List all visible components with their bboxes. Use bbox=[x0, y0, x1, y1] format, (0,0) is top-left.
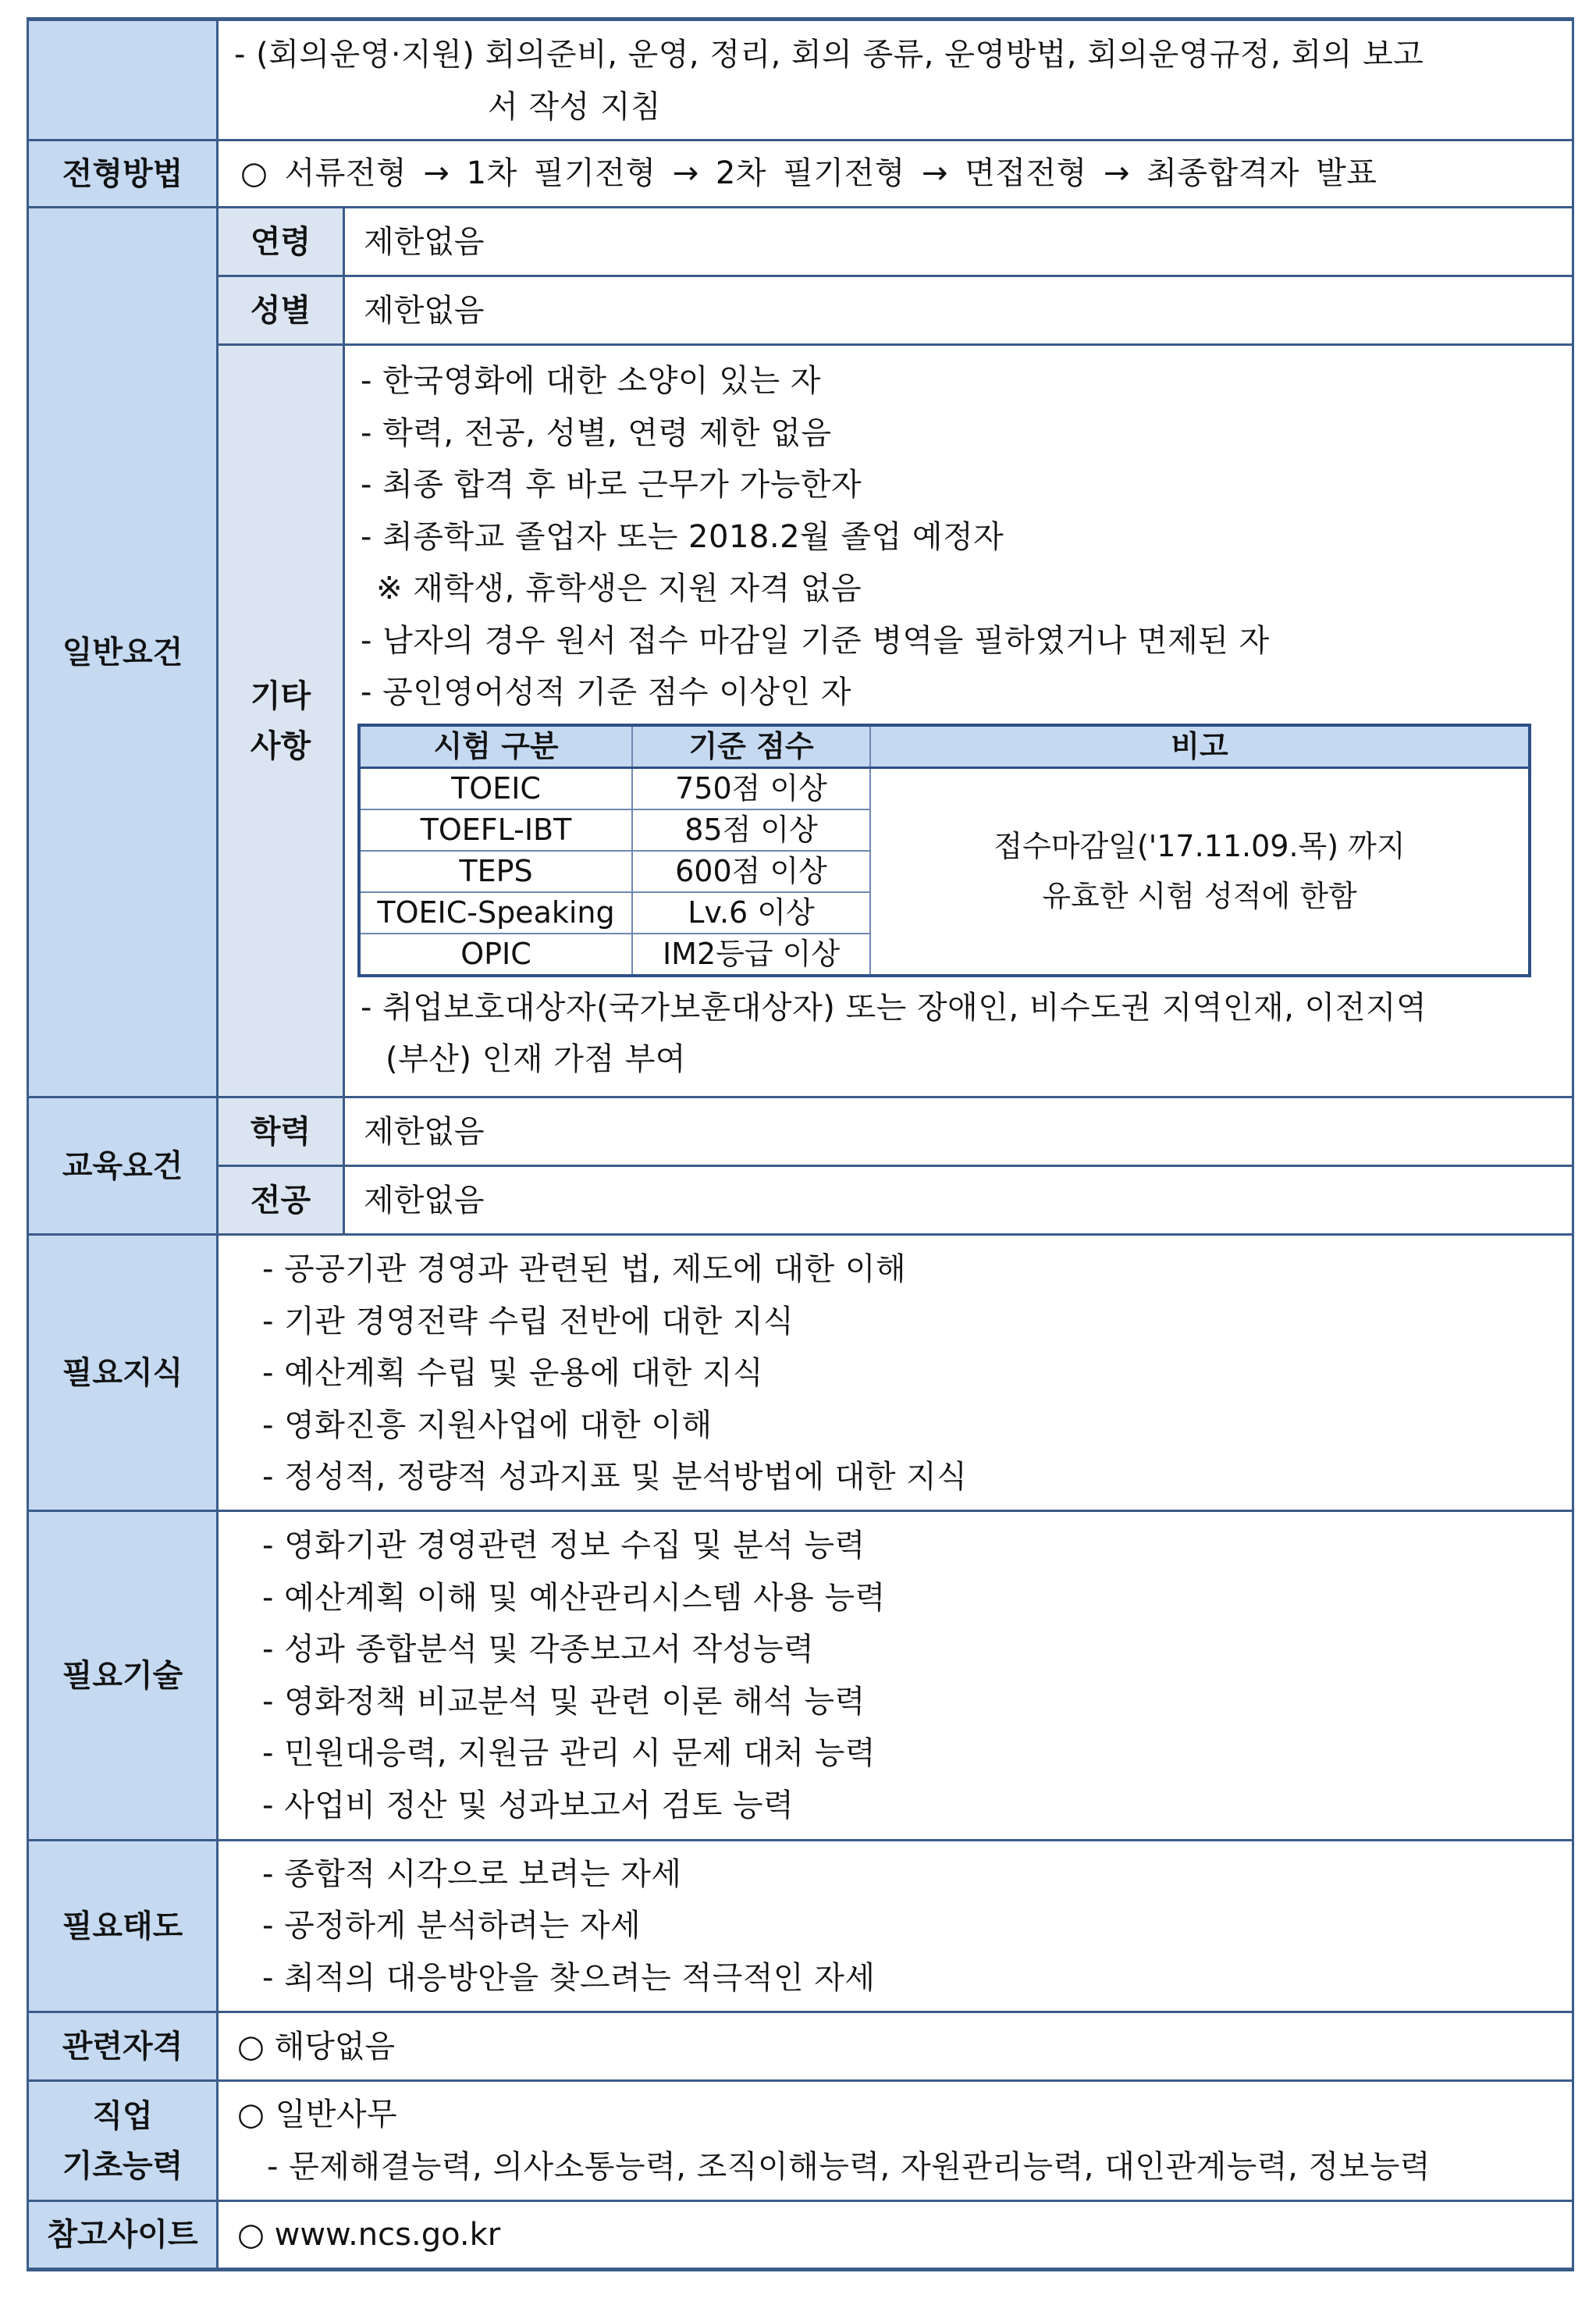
gender-label: 성별 bbox=[218, 276, 344, 345]
skill-item: - 예산계획 이해 및 예산관리시스템 사용 능력 bbox=[262, 1579, 886, 1616]
top-line-1: - (회의운영·지원) 회의준비, 운영, 정리, 회의 종류, 운영방법, 회의운영규정, 회의 보고 bbox=[234, 37, 1424, 73]
certificates-row bbox=[28, 2012, 1573, 2081]
knowledge-row bbox=[28, 1235, 1573, 1511]
knowledge-item: - 정성적, 정량적 성과지표 및 분석방법에 대한 지식 bbox=[262, 1459, 968, 1496]
other-item: - 최종학교 졸업자 또는 2018.2월 졸업 예정자 bbox=[361, 518, 1004, 555]
knowledge-item: - 공공기관 경영과 관련된 법, 제도에 대한 이해 bbox=[262, 1251, 907, 1288]
age-row bbox=[28, 208, 1573, 276]
knowledge-item: - 예산계획 수립 및 운용에 대한 지식 bbox=[262, 1355, 764, 1392]
education-requirements-label: 교육요건 bbox=[28, 1097, 218, 1235]
degree-value: 제한없음 bbox=[344, 1097, 1573, 1166]
skills-row bbox=[28, 1511, 1573, 1841]
major-value: 제한없음 bbox=[344, 1166, 1573, 1235]
skill-item: - 영화기관 경영관련 정보 수집 및 분석 능력 bbox=[262, 1528, 866, 1563]
basic-ability-content bbox=[218, 2081, 1573, 2201]
other-item-cont: (부산) 인재 가점 부여 bbox=[386, 1041, 686, 1077]
test-name: TOEIC bbox=[359, 767, 632, 809]
major-row bbox=[28, 1166, 1573, 1235]
degree-label: 학력 bbox=[218, 1097, 344, 1166]
top-line-2: 서 작성 지침 bbox=[488, 88, 662, 125]
other-item: - 남자의 경우 원서 접수 마감일 기준 병역을 필하였거나 면제된 자 bbox=[361, 622, 1270, 659]
basic-ability-line-1: ○ 일반사무 bbox=[237, 2097, 398, 2133]
basic-ability-label-line-2: 기초능력 bbox=[62, 2147, 183, 2184]
test-name: TOEFL-IBT bbox=[359, 809, 632, 851]
gender-value: 제한없음 bbox=[344, 276, 1573, 345]
attitude-content bbox=[218, 1841, 1573, 2012]
selection-row bbox=[28, 141, 1573, 208]
basic-ability-row bbox=[28, 2081, 1573, 2201]
meeting-support-row bbox=[28, 20, 1573, 141]
remarks-line-1: 접수마감일('17.11.09.목) 까지 bbox=[994, 829, 1406, 863]
general-requirements-label: 일반요건 bbox=[28, 208, 218, 1097]
other-label bbox=[218, 345, 344, 1097]
other-item: - 학력, 전공, 성별, 연령 제한 없음 bbox=[361, 414, 832, 451]
basic-ability-line-2: - 문제해결능력, 의사소통능력, 조직이해능력, 자원관리능력, 대인관계능력, 정보능력 bbox=[267, 2148, 1431, 2185]
selection-value bbox=[218, 141, 1573, 208]
knowledge-content bbox=[218, 1235, 1573, 1511]
header-min-score: 기준 점수 bbox=[632, 725, 870, 768]
english-score-table bbox=[357, 724, 1531, 977]
skill-item: - 성과 종합분석 및 각종보고서 작성능력 bbox=[262, 1631, 815, 1667]
test-name: TOEIC-Speaking bbox=[359, 892, 632, 934]
skill-item: - 영화정책 비교분석 및 관련 이론 해석 능력 bbox=[262, 1683, 866, 1720]
age-value: 제한없음 bbox=[344, 208, 1573, 276]
reference-value: ○ www.ncs.go.kr bbox=[218, 2201, 1573, 2270]
knowledge-item: - 영화진흥 지원사업에 대한 이해 bbox=[262, 1407, 713, 1443]
header-test-type: 시험 구분 bbox=[359, 725, 632, 768]
top-empty-label bbox=[28, 20, 218, 141]
basic-ability-label bbox=[28, 2081, 218, 2201]
other-label-line-2: 사항 bbox=[250, 727, 311, 764]
score-remarks bbox=[870, 767, 1530, 976]
skill-item: - 민원대응력, 지원금 관리 시 문제 대처 능력 bbox=[262, 1735, 876, 1771]
job-description-table bbox=[27, 17, 1574, 2271]
top-content-cell bbox=[218, 20, 1573, 141]
skills-label: 필요기술 bbox=[28, 1511, 218, 1841]
skill-item: - 사업비 정산 및 성과보고서 검토 능력 bbox=[262, 1787, 794, 1823]
other-content-cell bbox=[344, 345, 1573, 1097]
certificates-label: 관련자격 bbox=[28, 2012, 218, 2081]
remarks-line-2: 유효한 시험 성적에 한함 bbox=[1042, 879, 1357, 913]
attitude-label: 필요태도 bbox=[28, 1841, 218, 2012]
test-name: OPIC bbox=[359, 934, 632, 976]
age-label: 연령 bbox=[218, 208, 344, 276]
score-table-header bbox=[359, 725, 1530, 768]
gender-row bbox=[28, 276, 1573, 345]
attitude-item: - 최적의 대응방안을 찾으려는 적극적인 자세 bbox=[262, 1959, 876, 1996]
test-name: TEPS bbox=[359, 851, 632, 892]
test-score: Lv.6 이상 bbox=[632, 892, 870, 934]
certificates-value: ○ 해당없음 bbox=[218, 2012, 1573, 2081]
attitude-row bbox=[28, 1841, 1573, 2012]
score-row bbox=[359, 767, 1530, 809]
selection-text: ○ 서류전형 → 1차 필기전형 → 2차 필기전형 → 면접전형 → 최종합격자 발표 bbox=[240, 155, 1377, 192]
other-item: - 공인영어성적 기준 점수 이상인 자 bbox=[361, 674, 851, 710]
other-item: - 취업보호대상자(국가보훈대상자) 또는 장애인, 비수도권 지역인재, 이전지역 bbox=[361, 989, 1427, 1026]
basic-ability-label-line-1: 직업 bbox=[92, 2097, 153, 2134]
degree-row bbox=[28, 1097, 1573, 1166]
knowledge-label: 필요지식 bbox=[28, 1235, 218, 1511]
header-remarks: 비고 bbox=[870, 725, 1530, 768]
other-item: - 한국영화에 대한 소양이 있는 자 bbox=[361, 363, 821, 399]
other-row bbox=[28, 345, 1573, 1097]
major-label: 전공 bbox=[218, 1166, 344, 1235]
other-note: ※ 재학생, 휴학생은 지원 자격 없음 bbox=[376, 571, 862, 607]
knowledge-item: - 기관 경영전략 수립 전반에 대한 지식 bbox=[262, 1303, 794, 1339]
test-score: 600점 이상 bbox=[632, 851, 870, 892]
reference-row bbox=[28, 2201, 1573, 2270]
test-score: 85점 이상 bbox=[632, 809, 870, 851]
test-score: IM2등급 이상 bbox=[632, 934, 870, 976]
attitude-item: - 공정하게 분석하려는 자세 bbox=[262, 1908, 642, 1944]
selection-label: 전형방법 bbox=[28, 141, 218, 208]
skills-content bbox=[218, 1511, 1573, 1841]
other-item: - 최종 합격 후 바로 근무가 가능한자 bbox=[361, 467, 862, 503]
test-score: 750점 이상 bbox=[632, 767, 870, 809]
attitude-item: - 종합적 시각으로 보려는 자세 bbox=[262, 1855, 682, 1892]
other-label-line-1: 기타 bbox=[250, 678, 311, 714]
reference-label: 참고사이트 bbox=[28, 2201, 218, 2270]
